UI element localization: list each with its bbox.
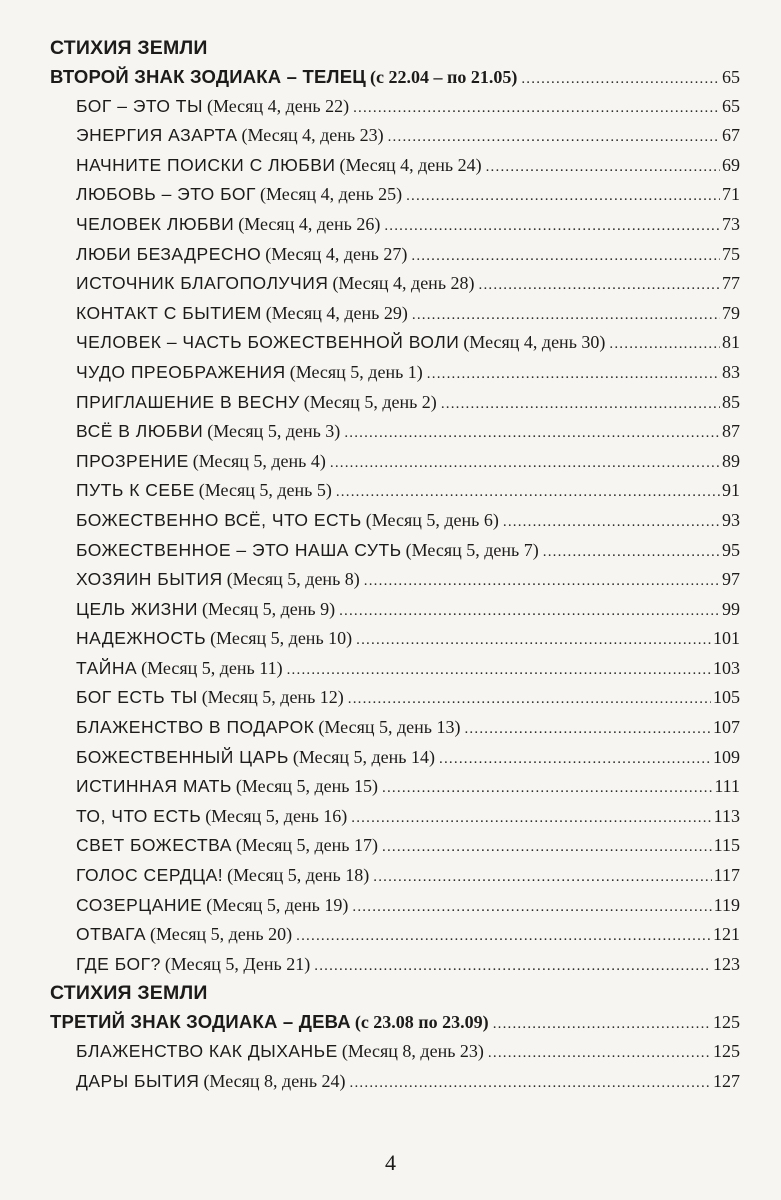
entry-title-group (76, 299, 408, 330)
entry-title: ОТВАГА (76, 924, 147, 945)
entry-title-group (76, 802, 347, 833)
entry-title: ЛЮБИ БЕЗАДРЕСНО (76, 243, 262, 264)
toc-entry (50, 476, 740, 506)
entry-date-range: (Месяц 5, день 1) (289, 361, 423, 382)
zodiac-sign-entry (50, 1007, 740, 1037)
entry-date-range: (Месяц 5, день 2) (303, 391, 437, 412)
dot-leader (479, 271, 720, 301)
entry-title: ТРЕТИЙ ЗНАК ЗОДИАКА – ДЕВА (50, 1011, 351, 1033)
entry-title: ТАЙНА (76, 657, 138, 678)
entry-page-number: 89 (722, 450, 740, 471)
entry-title: ХОЗЯИН БЫТИЯ (76, 569, 223, 590)
entry-title-group (76, 92, 349, 123)
entry-title: ВСЁ В ЛЮБВИ (76, 421, 204, 442)
entry-page-number: 101 (713, 628, 740, 649)
entry-date-range: (Месяц 5, день 3) (207, 421, 341, 442)
toc-entry (50, 417, 740, 447)
dot-leader (464, 715, 711, 745)
entry-date-range: (Месяц 5, день 13) (318, 717, 461, 738)
element-heading: СТИХИЯ ЗЕМЛИ (50, 37, 208, 59)
entry-title-group (76, 1037, 484, 1068)
entry-page-number: 121 (713, 924, 740, 945)
dot-leader (382, 774, 712, 804)
dot-leader (486, 153, 720, 183)
entry-title: БОЖЕСТВЕННО ВСЁ, ЧТО ЕСТЬ (76, 509, 362, 530)
toc-entry (50, 595, 740, 625)
toc-entry (50, 624, 740, 654)
dot-leader (330, 449, 720, 479)
entry-page-number: 99 (722, 598, 740, 619)
toc-entry (50, 772, 740, 802)
entry-title: ПУТЬ К СЕБЕ (76, 480, 195, 501)
entry-page-number: 93 (722, 509, 740, 530)
entry-title: БОЖЕСТВЕННЫЙ ЦАРЬ (76, 746, 289, 767)
entry-page-number: 91 (722, 480, 740, 501)
entry-page-number: 115 (713, 835, 740, 856)
entry-title-group (76, 861, 369, 892)
entry-page-number: 97 (722, 569, 740, 590)
entry-title-group (76, 121, 384, 152)
entry-title-group (76, 891, 348, 922)
entry-title-group (50, 1007, 489, 1039)
entry-title-group (76, 417, 340, 448)
entry-date-range: (Месяц 5, день 14) (292, 746, 436, 767)
entry-title-group (76, 831, 378, 862)
entry-date-range: (Месяц 5, день 11) (141, 657, 283, 678)
entry-page-number: 123 (713, 953, 740, 974)
toc-entry (50, 506, 740, 536)
entry-date-range: (Месяц 5, день 7) (405, 539, 539, 560)
entry-title-group (76, 950, 310, 981)
dot-leader (488, 1039, 711, 1069)
entry-title-group (76, 920, 292, 951)
entry-date-range: (Месяц 5, день 9) (201, 598, 336, 619)
dot-leader (503, 508, 720, 538)
dot-leader (373, 863, 711, 893)
entry-date-range: (Месяц 5, день 5) (198, 480, 332, 501)
entry-page-number: 87 (722, 421, 740, 442)
toc-entry (50, 269, 740, 299)
entry-title-group (76, 210, 380, 241)
entry-date-range: (Месяц 4, день 28) (332, 273, 475, 294)
entry-date-range: (Месяц 5, День 21) (164, 953, 311, 974)
entry-title: ЧЕЛОВЕК – ЧАСТЬ БОЖЕСТВЕННОЙ ВОЛИ (76, 332, 460, 353)
entry-title-group (76, 654, 283, 685)
entry-date-range: (Месяц 4, день 23) (241, 125, 384, 146)
dot-leader (427, 360, 720, 390)
entry-title-group (76, 595, 335, 626)
entry-date-range: (Месяц 4, день 24) (339, 154, 482, 175)
entry-date-range: (Месяц 8, день 23) (341, 1041, 484, 1061)
entry-page-number: 83 (722, 361, 740, 382)
entry-title-group (76, 624, 352, 655)
dot-leader (493, 1010, 711, 1040)
entry-date-range: (Месяц 4, день 22) (206, 95, 350, 116)
entry-date-range: (Месяц 4, день 27) (265, 243, 408, 264)
entry-page-number: 75 (722, 243, 740, 264)
entry-title-group (76, 151, 482, 182)
dot-leader (382, 833, 712, 863)
toc-entry (50, 358, 740, 388)
entry-date-range: (Месяц 5, день 8) (226, 569, 360, 590)
entry-date-range: (с 23.08 по 23.09) (354, 1012, 489, 1033)
entry-page-number: 111 (714, 776, 740, 797)
entry-title-group (76, 269, 475, 300)
entry-date-range: (Месяц 4, день 29) (265, 302, 408, 323)
toc-entry (50, 180, 740, 210)
entry-page-number: 79 (722, 302, 740, 323)
entry-title: БОЖЕСТВЕННОЕ – ЭТО НАША СУТЬ (76, 539, 402, 560)
dot-leader (350, 1069, 711, 1099)
entry-title: ПРОЗРЕНИЕ (76, 450, 189, 471)
dot-leader (353, 94, 720, 124)
dot-leader (287, 656, 711, 686)
toc-entry (50, 713, 740, 743)
entry-title: ИСТИННАЯ МАТЬ (76, 776, 232, 797)
dot-leader (411, 242, 720, 272)
entry-page-number: 85 (722, 391, 740, 412)
dot-leader (441, 390, 720, 420)
entry-page-number: 65 (722, 95, 740, 116)
entry-page-number: 125 (713, 1041, 740, 1061)
dot-leader (439, 745, 711, 775)
toc-entry (50, 950, 740, 980)
toc-entry (50, 92, 740, 122)
entry-date-range: (Месяц 5, день 15) (235, 776, 379, 797)
dot-leader (314, 952, 711, 982)
entry-title-group (76, 743, 435, 774)
entry-title-group (76, 683, 344, 714)
toc-entry (50, 831, 740, 861)
zodiac-sign-entry (50, 62, 740, 92)
entry-title: ВТОРОЙ ЗНАК ЗОДИАКА – ТЕЛЕЦ (50, 66, 366, 87)
entry-title: СОЗЕРЦАНИЕ (76, 894, 203, 915)
entry-title: БЛАЖЕНСТВО В ПОДАРОК (76, 717, 315, 738)
toc-entry (50, 861, 740, 891)
entry-title: ЦЕЛЬ ЖИЗНИ (76, 598, 198, 619)
toc-entry (50, 151, 740, 181)
entry-title: НАЧНИТЕ ПОИСКИ С ЛЮБВИ (76, 154, 336, 175)
dot-leader (296, 922, 711, 952)
entry-page-number: 69 (722, 154, 740, 175)
entry-title-group (76, 328, 605, 359)
toc-entry (50, 240, 740, 270)
toc-entry (50, 1037, 740, 1067)
entry-page-number: 67 (722, 125, 740, 146)
entry-title: ТО, ЧТО ЕСТЬ (76, 805, 202, 826)
toc-entry (50, 920, 740, 950)
entry-date-range: (Месяц 5, день 16) (205, 805, 348, 826)
entry-title: ДАРЫ БЫТИЯ (76, 1070, 200, 1091)
entry-date-range: (Месяц 8, день 24) (203, 1070, 346, 1091)
toc-entry (50, 447, 740, 477)
dot-leader (412, 301, 720, 331)
toc-entry (50, 654, 740, 684)
entry-page-number: 103 (713, 657, 740, 678)
toc-entry (50, 388, 740, 418)
entry-title-group (76, 713, 460, 744)
entry-page-number: 113 (713, 805, 740, 826)
entry-title: БЛАЖЕНСТВО КАК ДЫХАНЬЕ (76, 1041, 338, 1061)
entry-page-number: 117 (713, 865, 740, 886)
dot-leader (336, 478, 720, 508)
entry-page-number: 119 (713, 894, 740, 915)
entry-title-group (50, 62, 517, 94)
toc-entry (50, 210, 740, 240)
entry-title-group (76, 240, 407, 271)
entry-page-number: 105 (713, 687, 740, 708)
toc-entry (50, 891, 740, 921)
entry-date-range: (с 22.04 – по 21.05) (369, 67, 518, 87)
toc-entry (50, 299, 740, 329)
entry-title-group (76, 180, 402, 211)
entry-title-group (76, 565, 360, 596)
entry-title: КОНТАКТ С БЫТИЕМ (76, 302, 262, 323)
dot-leader (356, 626, 711, 656)
entry-title: ГДЕ БОГ? (76, 953, 161, 974)
entry-date-range: (Месяц 5, день 6) (365, 509, 499, 530)
dot-leader (543, 538, 720, 568)
page-number: 4 (385, 1150, 396, 1175)
entry-date-range: (Месяц 5, день 20) (150, 924, 293, 945)
entry-title-group (76, 388, 437, 419)
entry-page-number: 95 (722, 539, 740, 560)
toc-entry (50, 683, 740, 713)
entry-page-number: 77 (722, 273, 740, 294)
entry-title-group (76, 536, 539, 567)
dot-leader (388, 123, 720, 153)
element-heading: СТИХИЯ ЗЕМЛИ (50, 982, 208, 1005)
entry-title: ИСТОЧНИК БЛАГОПОЛУЧИЯ (76, 273, 329, 294)
entry-title-group (76, 1067, 346, 1098)
entry-title: ЧЕЛОВЕК ЛЮБВИ (76, 213, 235, 234)
entry-title: НАДЕЖНОСТЬ (76, 628, 207, 649)
entry-title-group (76, 447, 326, 478)
entry-page-number: 81 (722, 332, 740, 353)
entry-date-range: (Месяц 5, день 12) (201, 687, 344, 708)
entry-date-range: (Месяц 4, день 30) (463, 332, 606, 353)
entry-date-range: (Месяц 5, день 18) (227, 865, 370, 886)
dot-leader (351, 804, 711, 834)
toc-entry (50, 1067, 740, 1097)
entry-title: ПРИГЛАШЕНИЕ В ВЕСНУ (76, 391, 300, 412)
toc-entry (50, 802, 740, 832)
toc-entry (50, 121, 740, 151)
dot-leader (521, 65, 720, 95)
entry-title: БОГ ЕСТЬ ТЫ (76, 687, 198, 708)
entry-title-group (76, 772, 378, 803)
entry-date-range: (Месяц 4, день 26) (238, 213, 381, 234)
entry-date-range: (Месяц 4, день 25) (260, 184, 403, 205)
entry-title: ЭНЕРГИЯ АЗАРТА (76, 125, 238, 146)
toc-entry (50, 743, 740, 773)
entry-title: ЧУДО ПРЕОБРАЖЕНИЯ (76, 361, 286, 382)
entry-title: ЛЮБОВЬ – ЭТО БОГ (76, 184, 257, 205)
entry-date-range: (Месяц 5, день 4) (192, 450, 326, 471)
entry-title: БОГ – ЭТО ТЫ (76, 95, 203, 116)
entry-title: ГОЛОС СЕРДЦА! (76, 865, 224, 886)
dot-leader (344, 419, 720, 449)
entry-date-range: (Месяц 5, день 17) (235, 835, 378, 856)
entry-date-range: (Месяц 5, день 10) (210, 628, 353, 649)
entry-page-number: 109 (713, 746, 740, 767)
entry-page-number: 127 (713, 1070, 740, 1091)
entry-page-number: 65 (722, 67, 740, 87)
dot-leader (609, 330, 720, 360)
entry-title-group (76, 506, 499, 537)
entry-title: СВЕТ БОЖЕСТВА (76, 835, 232, 856)
dot-leader (384, 212, 720, 242)
entry-title-group (76, 476, 332, 507)
entry-page-number: 125 (713, 1012, 740, 1033)
dot-leader (364, 567, 720, 597)
entry-page-number: 73 (722, 213, 740, 234)
dot-leader (406, 182, 720, 212)
entry-page-number: 71 (722, 184, 740, 205)
entry-title-group (76, 358, 423, 389)
toc-entry (50, 328, 740, 358)
entry-date-range: (Месяц 5, день 19) (206, 894, 349, 915)
dot-leader (352, 893, 711, 923)
toc-entry (50, 536, 740, 566)
entry-page-number: 107 (713, 717, 740, 738)
dot-leader (348, 685, 711, 715)
toc-entry (50, 565, 740, 595)
table-of-contents (50, 34, 740, 1096)
dot-leader (339, 597, 720, 627)
